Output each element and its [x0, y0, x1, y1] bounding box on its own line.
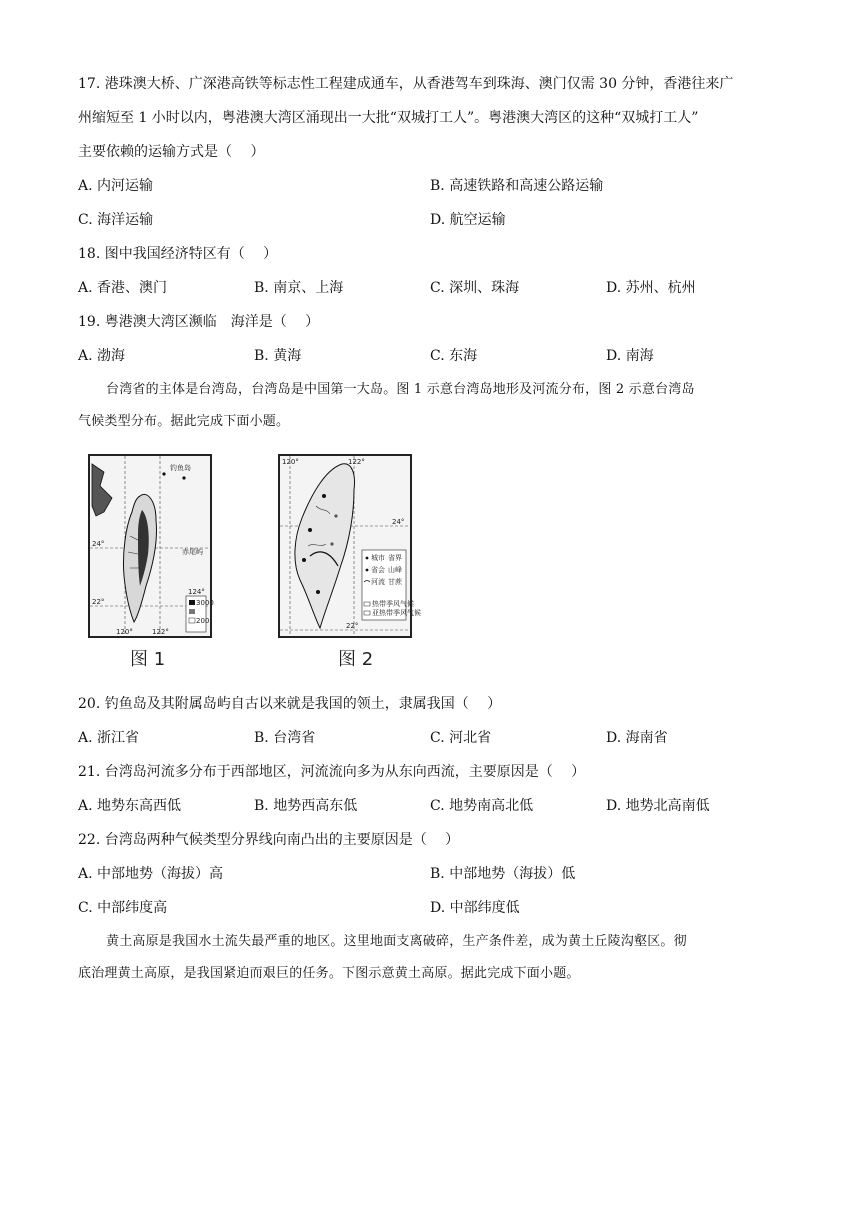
taiwan-passage-line-1: 台湾省的主体是台湾岛，台湾岛是中国第一大岛。图 1 示意台湾岛地形及河流分布，图 2 示意台湾岛 — [106, 382, 695, 397]
q19-option-b: B. 黄海 — [254, 348, 302, 364]
figure-1-caption: 图 1 — [130, 649, 166, 670]
fig1-label-124: 124° — [188, 588, 205, 596]
q17-option-d: D. 航空运输 — [430, 212, 506, 228]
q21-stem: 21. 台湾岛河流多分布于西部地区，河流流向多为从东向西流，主要原因是（ ） — [78, 764, 586, 780]
fig2-label-120: 120° — [282, 458, 299, 466]
q17-stem-line-2: 州缩短至 1 小时以内，粤港澳大湾区涌现出一大批“双城打工人”。粤港澳大湾区的这种“双城打工人” — [78, 110, 699, 126]
q17-stem-line-3: 主要依赖的运输方式是（ ） — [78, 144, 265, 160]
fig2-label-122: 122° — [348, 458, 365, 466]
taiwan-passage-line-2: 气候类型分布。据此完成下面小题。 — [78, 414, 290, 429]
q20-option-a: A. 浙江省 — [78, 730, 140, 746]
q20-stem: 20. 钓鱼岛及其附属岛屿自古以来就是我国的领土，隶属我国（ ） — [78, 696, 502, 712]
q20-option-b: B. 台湾省 — [254, 730, 316, 746]
q18-option-d: D. 苏州、杭州 — [606, 280, 696, 296]
q17-option-a: A. 内河运输 — [78, 178, 154, 194]
fig2-legend-sugarcane: 甘蔗 — [388, 578, 402, 586]
fig1-legend-3000: 3000 — [196, 599, 214, 607]
loess-passage-line-1: 黄土高原是我国水土流失最严重的地区。这里地面支离破碎，生产条件差，成为黄土丘陵沟壑区。彻 — [106, 934, 687, 949]
figure-1-map — [88, 454, 212, 638]
q18-option-b: B. 南京、上海 — [254, 280, 344, 296]
q19-option-a: A. 渤海 — [78, 348, 126, 364]
q22-option-c: C. 中部纬度高 — [78, 900, 168, 916]
q17-stem-line-1: 17. 港珠澳大桥、广深港高铁等标志性工程建成通车，从香港驾车到珠海、澳门仅需 30 分钟，香港往来广 — [78, 76, 734, 92]
fig2-legend-river: 河流 — [371, 578, 385, 586]
fig2-legend-province-border: 省界 — [388, 554, 402, 562]
loess-passage-line-2: 底治理黄土高原，是我国紧迫而艰巨的任务。下图示意黄土高原。据此完成下面小题。 — [78, 966, 580, 981]
q17-option-c: C. 海洋运输 — [78, 212, 154, 228]
q19-stem: 19. 粤港澳大湾区濒临 海洋是（ ） — [78, 314, 320, 330]
q18-stem: 18. 图中我国经济特区有（ ） — [78, 246, 278, 262]
fig1-label-diaoyu: 钓鱼岛 — [170, 464, 191, 472]
q19-option-d: D. 南海 — [606, 348, 654, 364]
q20-option-d: D. 海南省 — [606, 730, 668, 746]
fig2-legend-peak: 山峰 — [388, 566, 402, 574]
fig1-label-chiwei: 赤尾屿 — [182, 548, 203, 556]
fig1-label-24: 24° — [92, 540, 105, 548]
fig2-label-24: 24° — [392, 518, 405, 526]
q20-option-c: C. 河北省 — [430, 730, 492, 746]
figure-2-map — [278, 454, 421, 638]
q22-option-b: B. 中部地势（海拔）低 — [430, 866, 576, 882]
fig2-legend-tropical: 热带季风气候 — [372, 600, 414, 608]
fig1-label-22: 22° — [92, 598, 105, 606]
fig2-legend-city: 城市 — [371, 554, 385, 562]
fig1-label-120: 120° — [116, 628, 133, 636]
q21-option-a: A. 地势东高西低 — [78, 798, 182, 814]
fig2-legend-capital: 省会 — [371, 566, 385, 574]
q18-option-a: A. 香港、澳门 — [78, 280, 168, 296]
q21-option-b: B. 地势西高东低 — [254, 798, 358, 814]
figure-2-caption: 图 2 — [338, 649, 374, 670]
q22-option-a: A. 中部地势（海拔）高 — [78, 866, 224, 882]
q21-option-c: C. 地势南高北低 — [430, 798, 534, 814]
q22-stem: 22. 台湾岛两种气候类型分界线向南凸出的主要原因是（ ） — [78, 832, 460, 848]
fig2-legend-subtropical: 亚热带季风气候 — [372, 609, 421, 617]
fig1-label-122: 122° — [152, 628, 169, 636]
q22-option-d: D. 中部纬度低 — [430, 900, 520, 916]
q18-option-c: C. 深圳、珠海 — [430, 280, 520, 296]
q17-option-b: B. 高速铁路和高速公路运输 — [430, 178, 604, 194]
q21-option-d: D. 地势北高南低 — [606, 798, 710, 814]
q19-option-c: C. 东海 — [430, 348, 478, 364]
fig2-label-22: 22° — [346, 622, 359, 630]
fig1-legend-200: 200 — [196, 617, 210, 625]
